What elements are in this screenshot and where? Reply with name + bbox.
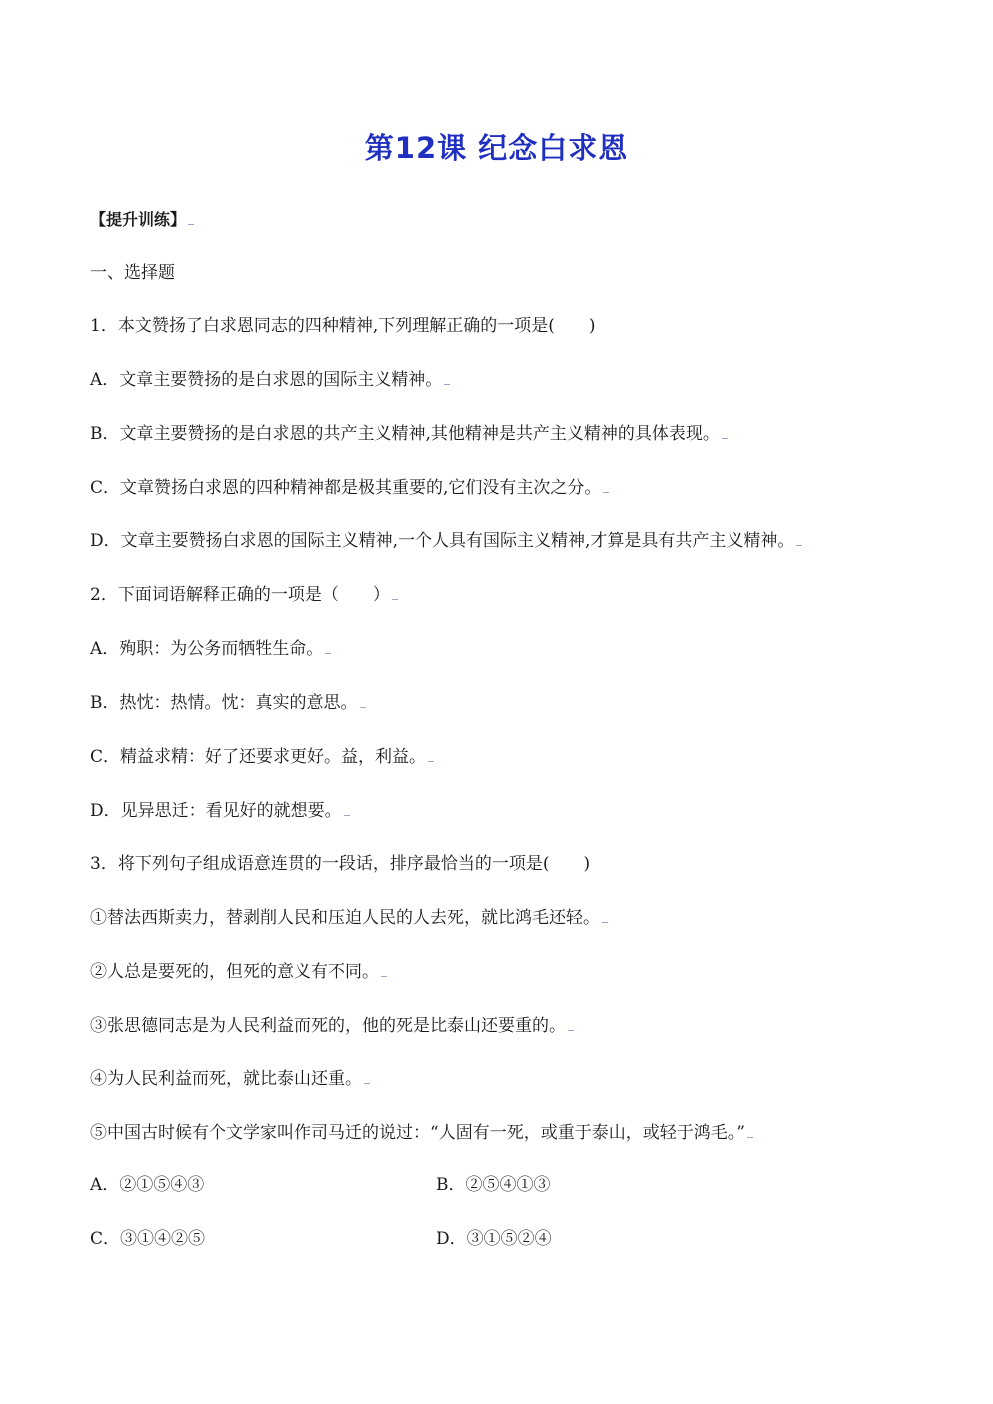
part-heading: 一、选择题 bbox=[90, 263, 175, 283]
page-title: 第12课 纪念白求恩 bbox=[364, 131, 629, 165]
section-tag-text: 【提升训练】 bbox=[90, 210, 187, 229]
option-text: A．殉职：为公务而牺牲生命。 bbox=[90, 639, 324, 659]
question-1-option-a bbox=[90, 369, 450, 391]
option-text: A．文章主要赞扬的是白求恩的国际主义精神。 bbox=[90, 370, 443, 390]
question-3-option-c: C．③①④②⑤ bbox=[90, 1229, 206, 1249]
question-3-sentence-1 bbox=[90, 907, 608, 929]
option-text: C．文章赞扬白求恩的四种精神都是极其重要的,它们没有主次之分。 bbox=[90, 478, 602, 498]
question-2-option-c bbox=[90, 746, 434, 768]
option-text: D．文章主要赞扬白求恩的国际主义精神,一个人具有国际主义精神,才算是具有共产主义精神。 bbox=[90, 531, 795, 551]
question-3-sentence-2 bbox=[90, 961, 387, 983]
question-3-option-b: B．②⑤④①③ bbox=[436, 1175, 551, 1195]
question-3-stem: 3．将下列句子组成语意连贯的一段话，排序最恰当的一项是( ) bbox=[90, 854, 591, 874]
option-text: B．文章主要赞扬的是白求恩的共产主义精神,其他精神是共产主义精神的具体表现。 bbox=[90, 424, 720, 444]
question-2-option-b bbox=[90, 692, 366, 714]
question-1-option-d bbox=[90, 530, 802, 552]
question-1-option-c bbox=[90, 477, 609, 499]
sentence-text: ③张思德同志是为人民利益而死的，他的死是比泰山还要重的。 bbox=[90, 1016, 566, 1036]
question-1-option-b bbox=[90, 423, 728, 445]
question-3-sentence-3 bbox=[90, 1015, 574, 1037]
question-3-option-d: D．③①⑤②④ bbox=[436, 1229, 552, 1249]
sentence-text: ②人总是要死的，但死的意义有不同。 bbox=[90, 962, 379, 982]
question-2-option-d bbox=[90, 800, 350, 822]
question-2-stem bbox=[90, 584, 398, 606]
sentence-text: ①替法西斯卖力，替剥削人民和压迫人民的人去死，就比鸿毛还轻。 bbox=[90, 908, 600, 928]
option-text: B．热忱：热情。忱：真实的意思。 bbox=[90, 693, 358, 713]
question-2-option-a bbox=[90, 638, 331, 660]
sentence-text: ⑤中国古时候有个文学家叫作司马迁的说过：“人固有一死，或重于泰山，或轻于鸿毛。” bbox=[90, 1123, 745, 1143]
option-text: D．见异思迁：看见好的就想要。 bbox=[90, 801, 342, 821]
section-tag bbox=[90, 209, 194, 231]
question-3-sentence-5 bbox=[90, 1122, 753, 1144]
option-text: C．精益求精：好了还要求更好。益，利益。 bbox=[90, 747, 427, 767]
sentence-text: ④为人民利益而死，就比泰山还重。 bbox=[90, 1069, 362, 1089]
question-1-stem: 1．本文赞扬了白求恩同志的四种精神,下列理解正确的一项是( ) bbox=[90, 316, 596, 336]
question-3-sentence-4 bbox=[90, 1068, 370, 1090]
stem-text: 2．下面词语解释正确的一项是（ ） bbox=[90, 585, 390, 605]
question-3-option-a: A．②①⑤④③ bbox=[90, 1175, 205, 1195]
